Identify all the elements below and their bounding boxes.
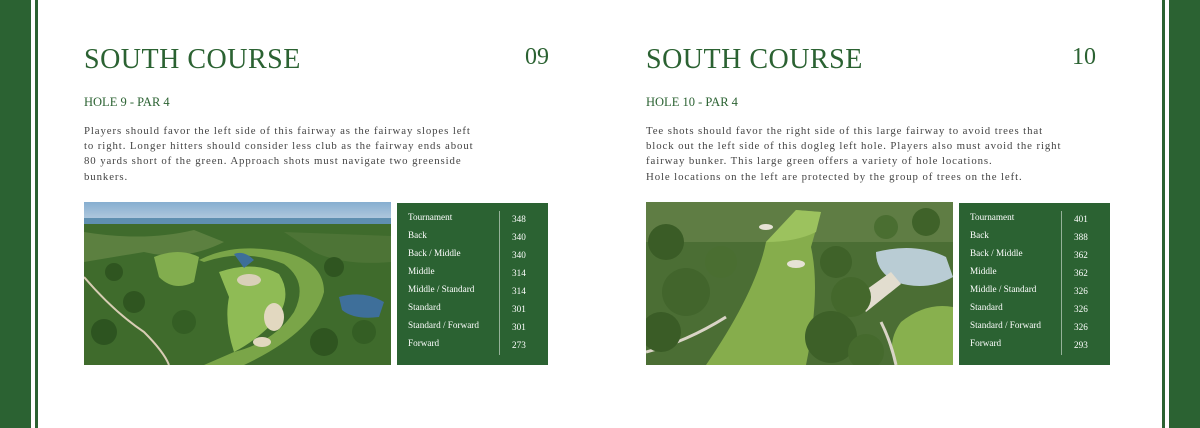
- course-title: SOUTH COURSE: [84, 44, 301, 75]
- yardage-row: [397, 212, 548, 230]
- yards-value: 362: [1074, 268, 1088, 278]
- yards-value: 326: [1074, 286, 1088, 296]
- yards-value: 273: [512, 340, 526, 350]
- description-line: bunkers.: [84, 170, 129, 183]
- tee-name: Middle / Standard: [408, 284, 475, 294]
- tee-name: Back: [408, 230, 427, 240]
- yards-value: 326: [1074, 322, 1088, 332]
- hole-description: [646, 124, 1116, 185]
- tee-name: Middle / Standard: [970, 284, 1037, 294]
- yards-value: 326: [1074, 304, 1088, 314]
- yards-value: 293: [1074, 340, 1088, 350]
- yardage-table: [959, 203, 1110, 365]
- yardage-row: [397, 302, 548, 320]
- yards-value: 301: [512, 322, 526, 332]
- yardage-row: [397, 320, 548, 338]
- yardage-row: [959, 284, 1110, 302]
- yardage-row: [959, 320, 1110, 338]
- yards-value: 314: [512, 268, 526, 278]
- description-line: Players should favor the left side of this fairway as the fairway slopes left: [84, 125, 471, 137]
- course-title: SOUTH COURSE: [646, 44, 863, 75]
- tee-name: Middle: [408, 266, 435, 276]
- yards-value: 388: [1074, 232, 1088, 242]
- description-line: Tee shots should favor the right side of this large fairway to avoid trees that: [646, 125, 1043, 137]
- description-line: fairway bunker. This large green offers a variety of hole locations.: [646, 155, 993, 168]
- tee-name: Middle: [970, 266, 997, 276]
- tee-name: Standard: [970, 302, 1003, 312]
- yards-value: 301: [512, 304, 526, 314]
- yards-value: 340: [512, 250, 526, 260]
- yardage-row: [397, 284, 548, 302]
- yardage-row: [959, 266, 1110, 284]
- tee-name: Back / Middle: [970, 248, 1023, 258]
- yardage-row: [397, 266, 548, 284]
- right-edge-bar: [1169, 0, 1200, 428]
- tee-name: Forward: [408, 338, 440, 348]
- yardage-row: [959, 338, 1110, 356]
- yardage-row: [959, 212, 1110, 230]
- yardage-row: [959, 302, 1110, 320]
- tee-name: Tournament: [408, 212, 453, 222]
- description-line: 80 yards short of the green. Approach shots must navigate two greenside: [84, 155, 462, 168]
- aerial-golf-hole-10-photo: [646, 202, 953, 365]
- yardage-row: [959, 248, 1110, 266]
- yards-value: 340: [512, 232, 526, 242]
- page-number: 09: [525, 44, 549, 70]
- tee-name: Forward: [970, 338, 1002, 348]
- description-line: Hole locations on the left are protected by the group of trees on the left.: [646, 170, 1023, 183]
- yards-value: 401: [1074, 214, 1088, 224]
- yardage-row: [959, 230, 1110, 248]
- hole-description: [84, 124, 554, 185]
- tee-name: Back / Middle: [408, 248, 461, 258]
- yardage-row: [397, 248, 548, 266]
- yardage-row: [397, 230, 548, 248]
- left-edge-bar: [0, 0, 31, 428]
- right-edge-line: [1162, 0, 1165, 428]
- yards-value: 362: [1074, 250, 1088, 260]
- page-hole-9: [84, 0, 554, 428]
- yardage-table: [397, 203, 548, 365]
- yardage-row: [397, 338, 548, 356]
- tee-name: Standard: [408, 302, 441, 312]
- yards-value: 348: [512, 214, 526, 224]
- tee-name: Standard / Forward: [970, 320, 1041, 330]
- description-line: block out the left side of this dogleg left hole. Players also must avoid the right: [646, 140, 1062, 153]
- description-line: to right. Longer hitters should consider less club as the fairway ends about: [84, 140, 474, 153]
- page-number: 10: [1072, 44, 1096, 70]
- hole-heading: HOLE 9 - PAR 4: [84, 95, 170, 109]
- yards-value: 314: [512, 286, 526, 296]
- page-hole-10: [646, 0, 1116, 428]
- tee-name: Tournament: [970, 212, 1015, 222]
- hole-heading: HOLE 10 - PAR 4: [646, 95, 738, 109]
- tee-name: Standard / Forward: [408, 320, 479, 330]
- left-edge-line: [35, 0, 38, 428]
- tee-name: Back: [970, 230, 989, 240]
- aerial-golf-hole-9-photo: [84, 202, 391, 365]
